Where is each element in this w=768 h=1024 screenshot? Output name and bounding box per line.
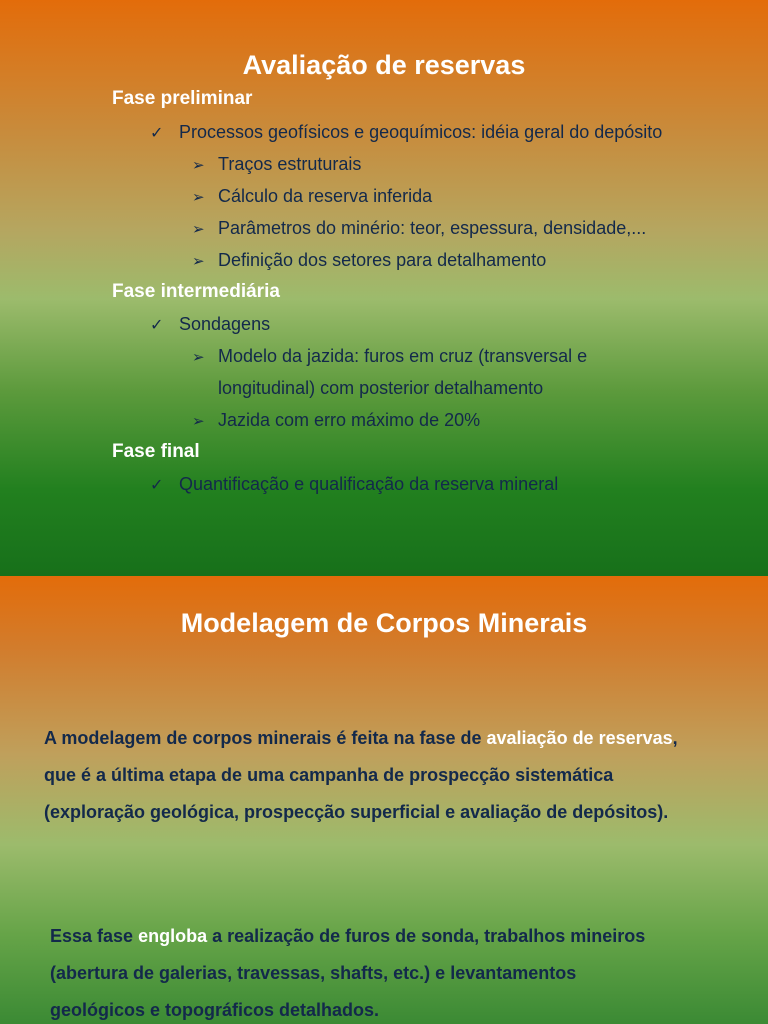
text-span: Essa fase [50,926,139,946]
text-span: a realização de furos de sonda, trabalhos mineiros [207,926,646,946]
bullet-text: Processos geofísicos e geoquímicos: idéia geral do depósito [179,122,663,142]
arrow-bullet-icon: ➢ [192,413,205,430]
sub-bullet-item [192,218,646,239]
paragraph-intro [44,720,678,831]
text-span: A modelagem de corpos minerais é feita na fase de [44,728,487,748]
paragraph-line [44,720,678,757]
highlighted-text: avaliação de reservas [486,728,673,748]
sub-bullet-item [192,186,432,207]
bullet-text: Quantificação e qualificação da reserva mineral [179,474,559,494]
sub-bullet-item [192,154,361,175]
checkmark-icon: ✓ [150,477,164,494]
bullet-item [150,314,270,335]
slide-title: Avaliação de reservas [242,50,526,80]
phase-final-heading: Fase final [112,441,200,462]
sub-bullet-continuation: longitudinal) com posterior detalhamento [218,378,544,398]
sub-bullet-item [192,346,587,367]
bullet-text: Sondagens [179,314,271,334]
paragraph-line: geológicos e topográficos detalhados. [50,1000,380,1020]
sub-bullet-item [192,410,480,431]
bullet-item [150,474,558,495]
slide-modelagem-de-corpos-minerais [0,576,768,1024]
sub-bullet-text: Definição dos setores para detalhamento [218,250,547,270]
phase-intermediaria-heading: Fase intermediária [112,281,280,302]
sub-bullet-text: Jazida com erro máximo de 20% [218,410,481,430]
checkmark-icon: ✓ [150,317,164,334]
text-span: , [672,728,678,748]
paragraph-line: (abertura de galerias, travessas, shafts, etc.) e levantamentos [50,963,577,983]
arrow-bullet-icon: ➢ [192,349,205,366]
paragraph-scope [50,918,645,1024]
sub-bullet-text: Parâmetros do minério: teor, espessura, densidade,... [218,218,647,238]
sub-bullet-item [192,250,546,271]
paragraph-line: que é a última etapa de uma campanha de prospecção sistemática [44,765,614,785]
sub-bullet-text: Modelo da jazida: furos em cruz (transversal e [218,346,588,366]
arrow-bullet-icon: ➢ [192,253,205,270]
bullet-item [150,122,662,143]
phase-preliminar-heading: Fase preliminar [112,88,253,109]
checkmark-icon: ✓ [150,125,164,142]
paragraph-line [50,918,645,955]
arrow-bullet-icon: ➢ [192,157,205,174]
arrow-bullet-icon: ➢ [192,189,205,206]
paragraph-line: (exploração geológica, prospecção superficial e avaliação de depósitos). [44,802,669,822]
slide-title: Modelagem de Corpos Minerais [180,608,588,638]
arrow-bullet-icon: ➢ [192,221,205,238]
sub-bullet-text: Cálculo da reserva inferida [218,186,433,206]
sub-bullet-text: Traços estruturais [218,154,362,174]
highlighted-text: engloba [138,926,208,946]
